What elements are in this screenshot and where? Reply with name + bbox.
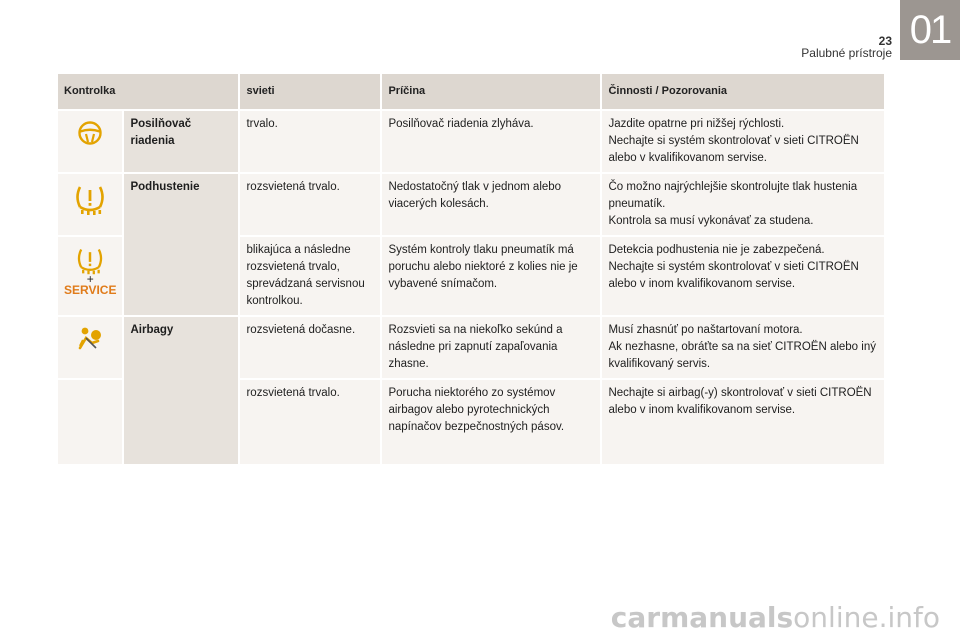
steering-warning-icon <box>77 120 103 146</box>
airbags-action-1 <box>602 317 884 378</box>
icon-cell <box>58 111 122 172</box>
underinflation-action-1-line2: Kontrola sa musí vykonávať za studena. <box>608 215 814 227</box>
airbags-cause-2: Porucha niektorého zo systémov airbagov alebo pyrotechnických napínačov bezpečnostných pásov. <box>382 380 600 464</box>
airbag-icon <box>76 326 104 352</box>
steering-action-line2: Nechajte si systém skontrolovať v sieti CITROËN alebo v kvalifikovanom servise. <box>608 135 859 164</box>
header-kontrolka: Kontrolka <box>58 74 238 109</box>
airbags-state-2: rozsvietená trvalo. <box>240 380 380 464</box>
steering-state: trvalo. <box>240 111 380 172</box>
warning-lights-table <box>56 72 886 466</box>
underinflation-action-1 <box>602 174 884 235</box>
chapter-tab: 01 <box>900 0 960 60</box>
table-row <box>58 111 884 172</box>
page-number: 23 <box>878 34 892 48</box>
underinflation-state-1: rozsvietená trvalo. <box>240 174 380 235</box>
icon-cell <box>58 174 122 235</box>
table-row <box>58 174 884 235</box>
service-icon-group <box>64 242 116 297</box>
watermark-bold: carmanuals <box>610 601 794 634</box>
service-warning-label: SERVICE <box>64 283 117 297</box>
header-cinnosti: Činnosti / Pozorovania <box>602 74 884 109</box>
tyre-pressure-icon <box>73 183 107 217</box>
underinflation-cause-1: Nedostatočný tlak v jednom alebo viacerých kolesách. <box>382 174 600 235</box>
header-svieti: svieti <box>240 74 380 109</box>
underinflation-cause-2: Systém kontroly tlaku pneumatík má poruchu alebo niektoré z kolies nie je vybavené snímačom. <box>382 237 600 315</box>
name-cell <box>124 111 238 172</box>
icon-cell <box>58 237 122 315</box>
steering-cause: Posilňovač riadenia zlyháva. <box>382 111 600 172</box>
airbags-action-1-line1: Musí zhasnúť po naštartovaní motora. <box>608 324 803 336</box>
steering-name-line1: Posilňovač <box>130 118 192 130</box>
airbags-action-1-line2: Ak nezhasne, obráťte sa na sieť CITROËN alebo iný kvalifikovaný servis. <box>608 341 876 370</box>
name-cell: Podhustenie <box>124 174 238 315</box>
underinflation-action-1-line1: Čo možno najrýchlejšie skontrolujte tlak hustenia pneumatík. <box>608 181 858 210</box>
steering-name-line2: riadenia <box>130 135 175 147</box>
steering-action-line1: Jazdite opatrne pri nižšej rýchlosti. <box>608 118 785 130</box>
name-cell: Airbagy <box>124 317 238 464</box>
steering-action <box>602 111 884 172</box>
underinflation-action-2 <box>602 237 884 315</box>
plus-sign: + <box>86 272 94 286</box>
airbags-state-1: rozsvietená dočasne. <box>240 317 380 378</box>
table-row <box>58 317 884 378</box>
watermark-rest: online.info <box>793 601 940 634</box>
underinflation-action-2-line2: Nechajte si systém skontrolovať v sieti CITROËN alebo v inom kvalifikovanom servise. <box>608 261 859 290</box>
watermark <box>611 601 940 634</box>
underinflation-action-2-line1: Detekcia podhustenia nie je zabezpečená. <box>608 244 825 256</box>
icon-cell <box>58 317 122 378</box>
underinflation-state-2: blikajúca a následne rozsvietená trvalo, sprevádzaná servisnou kontrolkou. <box>240 237 380 315</box>
icon-cell <box>58 380 122 464</box>
airbags-cause-1: Rozsvieti sa na niekoľko sekúnd a následne pri zapnutí zapaľovania zhasne. <box>382 317 600 378</box>
airbags-action-2: Nechajte si airbag(-y) skontrolovať v sieti CITROËN alebo v inom kvalifikovanom servise. <box>602 380 884 464</box>
chapter-title: Palubné prístroje <box>801 46 892 60</box>
table-header-row <box>58 74 884 109</box>
header-pricina: Príčina <box>382 74 600 109</box>
